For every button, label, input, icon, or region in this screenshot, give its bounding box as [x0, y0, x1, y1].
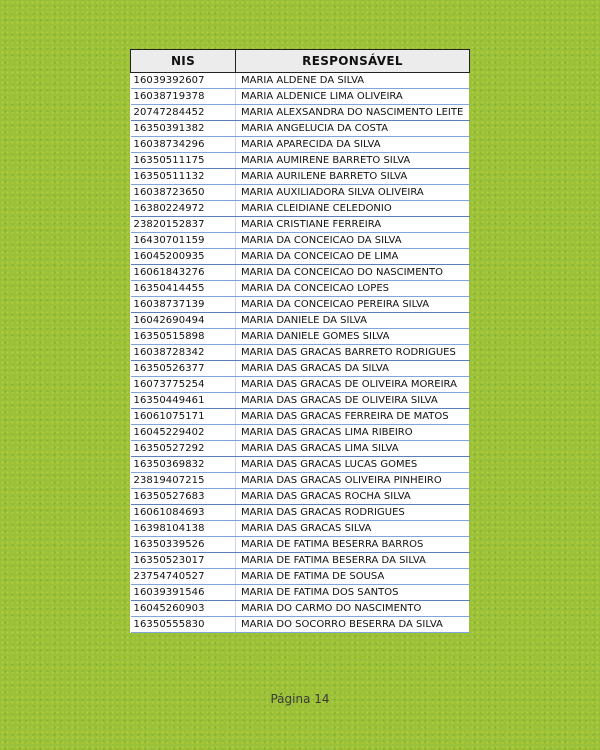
nis-cell: 16350511132	[131, 169, 236, 185]
nis-cell: 23820152837	[131, 217, 236, 233]
nis-cell: 16350414455	[131, 281, 236, 297]
table-row	[131, 553, 470, 569]
nis-cell: 16380224972	[131, 201, 236, 217]
table-row	[131, 89, 470, 105]
responsavel-cell: MARIA DA CONCEICAO PEREIRA SILVA	[236, 297, 470, 313]
responsavel-cell: MARIA DAS GRACAS RODRIGUES	[236, 505, 470, 521]
responsavel-cell: MARIA DA CONCEICAO LOPES	[236, 281, 470, 297]
responsavel-cell: MARIA ALEXSANDRA DO NASCIMENTO LEITE	[236, 105, 470, 121]
responsavel-cell: MARIA APARECIDA DA SILVA	[236, 137, 470, 153]
nis-cell: 16350511175	[131, 153, 236, 169]
table-row	[131, 121, 470, 137]
responsavel-cell: MARIA DAS GRACAS SILVA	[236, 521, 470, 537]
beneficiary-table	[130, 49, 470, 633]
responsavel-cell: MARIA DAS GRACAS DE OLIVEIRA SILVA	[236, 393, 470, 409]
table-row	[131, 377, 470, 393]
nis-cell: 16038728342	[131, 345, 236, 361]
nis-cell: 16430701159	[131, 233, 236, 249]
table-row	[131, 441, 470, 457]
nis-cell: 23819407215	[131, 473, 236, 489]
nis-cell: 16038737139	[131, 297, 236, 313]
responsavel-cell: MARIA DE FATIMA DOS SANTOS	[236, 585, 470, 601]
responsavel-cell: MARIA DE FATIMA BESERRA BARROS	[236, 537, 470, 553]
responsavel-cell: MARIA DAS GRACAS FERREIRA DE MATOS	[236, 409, 470, 425]
nis-cell: 16350391382	[131, 121, 236, 137]
nis-cell: 16350526377	[131, 361, 236, 377]
responsavel-cell: MARIA CRISTIANE FERREIRA	[236, 217, 470, 233]
header-nis: NIS	[131, 50, 236, 73]
table-row	[131, 393, 470, 409]
table-row	[131, 457, 470, 473]
responsavel-cell: MARIA DO CARMO DO NASCIMENTO	[236, 601, 470, 617]
responsavel-cell: MARIA DAS GRACAS LIMA SILVA	[236, 441, 470, 457]
table-row	[131, 217, 470, 233]
responsavel-cell: MARIA DE FATIMA DE SOUSA	[236, 569, 470, 585]
beneficiary-table-sheet	[130, 49, 469, 633]
nis-cell: 16061084693	[131, 505, 236, 521]
responsavel-cell: MARIA AURILENE BARRETO SILVA	[236, 169, 470, 185]
responsavel-cell: MARIA DAS GRACAS ROCHA SILVA	[236, 489, 470, 505]
nis-cell: 16350449461	[131, 393, 236, 409]
table-row	[131, 505, 470, 521]
nis-cell: 16045229402	[131, 425, 236, 441]
responsavel-cell: MARIA AUMIRENE BARRETO SILVA	[236, 153, 470, 169]
table-row	[131, 585, 470, 601]
table-header	[131, 50, 470, 73]
responsavel-cell: MARIA DANIELE GOMES SILVA	[236, 329, 470, 345]
header-responsavel: RESPONSÁVEL	[236, 50, 470, 73]
table-row	[131, 185, 470, 201]
responsavel-cell: MARIA DA CONCEICAO DE LIMA	[236, 249, 470, 265]
nis-cell: 16045260903	[131, 601, 236, 617]
responsavel-cell: MARIA ALDENICE LIMA OLIVEIRA	[236, 89, 470, 105]
table-body	[131, 73, 470, 633]
responsavel-cell: MARIA DAS GRACAS LUCAS GOMES	[236, 457, 470, 473]
responsavel-cell: MARIA DAS GRACAS OLIVEIRA PINHEIRO	[236, 473, 470, 489]
responsavel-cell: MARIA CLEIDIANE CELEDONIO	[236, 201, 470, 217]
nis-cell: 16038719378	[131, 89, 236, 105]
responsavel-cell: MARIA DE FATIMA BESERRA DA SILVA	[236, 553, 470, 569]
responsavel-cell: MARIA ANGELUCIA DA COSTA	[236, 121, 470, 137]
table-row	[131, 249, 470, 265]
responsavel-cell: MARIA ALDENE DA SILVA	[236, 73, 470, 89]
responsavel-cell: MARIA DA CONCEICAO DO NASCIMENTO	[236, 265, 470, 281]
table-row	[131, 537, 470, 553]
table-row	[131, 409, 470, 425]
nis-cell: 16350527292	[131, 441, 236, 457]
table-row	[131, 345, 470, 361]
nis-cell: 16042690494	[131, 313, 236, 329]
table-row	[131, 105, 470, 121]
nis-cell: 16073775254	[131, 377, 236, 393]
nis-cell: 23754740527	[131, 569, 236, 585]
nis-cell: 16350523017	[131, 553, 236, 569]
responsavel-cell: MARIA DA CONCEICAO DA SILVA	[236, 233, 470, 249]
responsavel-cell: MARIA DAS GRACAS BARRETO RODRIGUES	[236, 345, 470, 361]
nis-cell: 16045200935	[131, 249, 236, 265]
responsavel-cell: MARIA DAS GRACAS DA SILVA	[236, 361, 470, 377]
table-row	[131, 233, 470, 249]
table-row	[131, 361, 470, 377]
header-row	[131, 50, 470, 73]
table-row	[131, 473, 470, 489]
page-number: Página 14	[270, 692, 330, 706]
nis-cell: 16061843276	[131, 265, 236, 281]
nis-cell: 16038734296	[131, 137, 236, 153]
responsavel-cell: MARIA DO SOCORRO BESERRA DA SILVA	[236, 617, 470, 633]
table-row	[131, 73, 470, 89]
table-row	[131, 601, 470, 617]
table-row	[131, 281, 470, 297]
table-row	[131, 297, 470, 313]
responsavel-cell: MARIA AUXILIADORA SILVA OLIVEIRA	[236, 185, 470, 201]
table-row	[131, 617, 470, 633]
table-row	[131, 521, 470, 537]
nis-cell: 16350555830	[131, 617, 236, 633]
table-row	[131, 329, 470, 345]
table-row	[131, 201, 470, 217]
nis-cell: 16038723650	[131, 185, 236, 201]
table-row	[131, 137, 470, 153]
table-row	[131, 265, 470, 281]
nis-cell: 16350369832	[131, 457, 236, 473]
nis-cell: 20747284452	[131, 105, 236, 121]
nis-cell: 16039391546	[131, 585, 236, 601]
table-row	[131, 313, 470, 329]
nis-cell: 16350339526	[131, 537, 236, 553]
nis-cell: 16350527683	[131, 489, 236, 505]
nis-cell: 16061075171	[131, 409, 236, 425]
nis-cell: 16039392607	[131, 73, 236, 89]
responsavel-cell: MARIA DAS GRACAS LIMA RIBEIRO	[236, 425, 470, 441]
table-row	[131, 489, 470, 505]
nis-cell: 16350515898	[131, 329, 236, 345]
table-row	[131, 153, 470, 169]
table-row	[131, 569, 470, 585]
table-row	[131, 425, 470, 441]
table-row	[131, 169, 470, 185]
nis-cell: 16398104138	[131, 521, 236, 537]
responsavel-cell: MARIA DANIELE DA SILVA	[236, 313, 470, 329]
responsavel-cell: MARIA DAS GRACAS DE OLIVEIRA MOREIRA	[236, 377, 470, 393]
